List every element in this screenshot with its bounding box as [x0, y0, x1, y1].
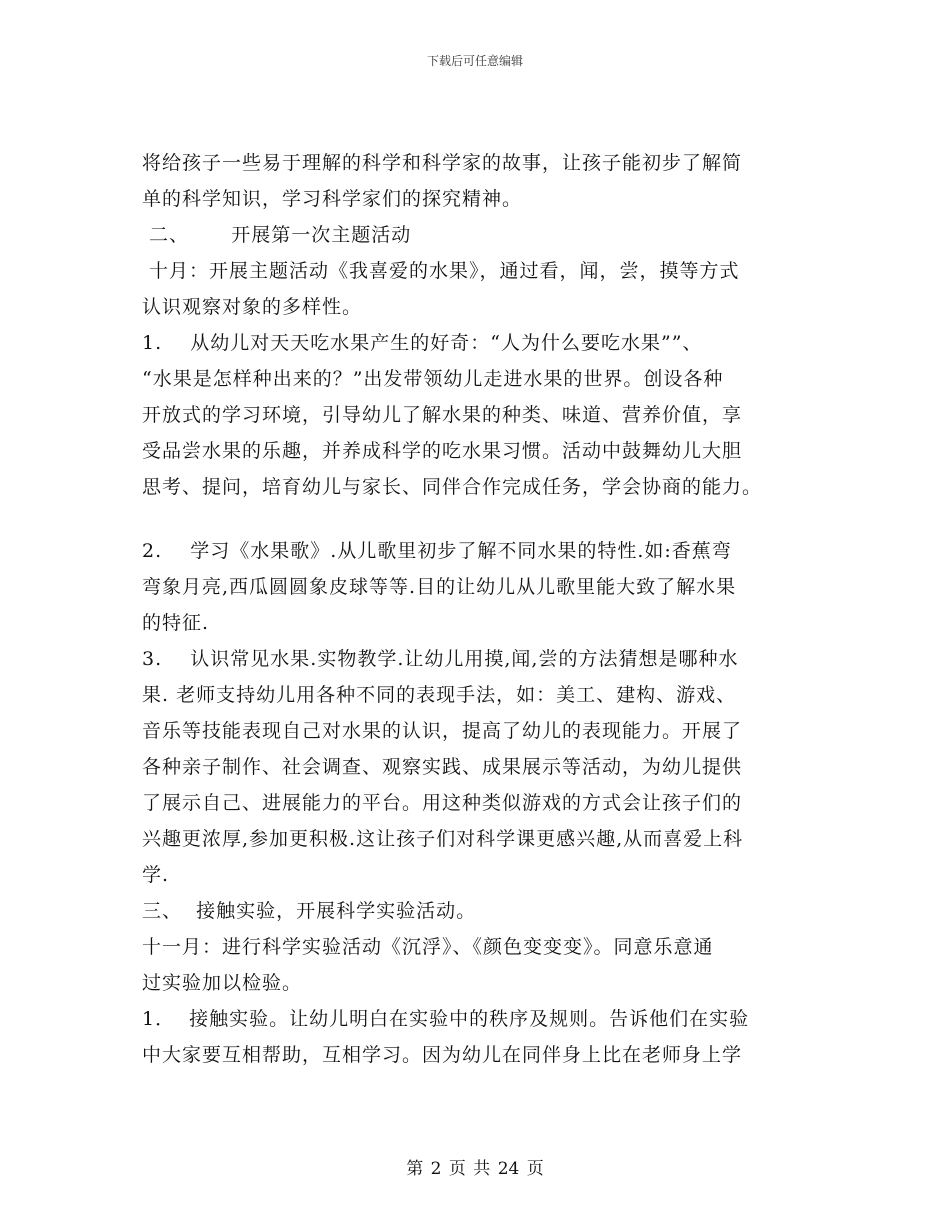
text-line: 弯象月亮,西瓜圆圆象皮球等等.目的让幼儿从儿歌里能大致了解水果 — [142, 576, 737, 598]
text-line: 2. 学习《水果歌》.从儿歌里初步了解不同水果的特性.如:香蕉弯 — [142, 540, 732, 562]
section-heading: 二、 开展第一次主题活动 — [142, 224, 412, 246]
text-line: 十一月：进行科学实验活动《沉浮》、《颜色变变变》。同意乐意通 — [142, 936, 714, 958]
text-line: 3. 认识常见水果.实物教学.让幼儿用摸,闻,尝的方法猜想是哪种水 — [142, 648, 739, 670]
text-line: 音乐等技能表现自己对水果的认识，提高了幼儿的表现能力。开展了 — [142, 720, 743, 742]
text-line: 将给孩子一些易于理解的科学和科学家的故事，让孩子能初步了解简 — [142, 152, 743, 174]
text-line: 1． 接触实验。让幼儿明白在实验中的秩序及规则。告诉他们在实验 — [142, 1008, 750, 1030]
text-line: 各种亲子制作、社会调查、观察实践、成果展示等活动，为幼儿提供 — [142, 756, 743, 778]
page-header: 下载后可任意编辑 — [426, 54, 523, 68]
page-footer: 第 2 页 共 24 页 — [406, 1159, 544, 1179]
text-line: 认识观察对象的多样性。 — [142, 296, 363, 318]
text-line: 的特征. — [142, 612, 210, 634]
section-heading: 三、 接触实验，开展科学实验活动。 — [142, 900, 477, 922]
paragraph-gap — [142, 505, 810, 533]
text-line: 开放式的学习环境，引导幼儿了解水果的种类、味道、营养价值，享 — [142, 404, 743, 426]
text-line: 了展示自己、进展能力的平台。用这种类似游戏的方式会让孩子们的 — [142, 792, 743, 814]
text-line: 中大家要互相帮助，互相学习。因为幼儿在同伴身上比在老师身上学 — [142, 1044, 743, 1066]
text-line: “水果是怎样种出来的？”出发带领幼儿走进水果的世界。创设各种 — [142, 368, 724, 390]
text-line: 受品尝水果的乐趣，并养成科学的吃水果习惯。活动中鼓舞幼儿大胆 — [142, 440, 743, 462]
text-line: 十月：开展主题活动《我喜爱的水果》，通过看，闻，尝，摸等方式 — [142, 260, 740, 282]
text-line: 单的科学知识，学习科学家们的探究精神。 — [142, 188, 523, 210]
text-line: 1. 从幼儿对天天吃水果产生的好奇：“人为什么要吃水果””、 — [142, 332, 703, 354]
text-line: 学. — [142, 864, 170, 886]
text-line: 兴趣更浓厚,参加更积极.这让孩子们对科学课更感兴趣,从而喜爱上科 — [142, 828, 744, 850]
text-line: 思考、提问，培育幼儿与家长、同伴合作完成任务，学会协商的能力。 — [142, 476, 763, 498]
text-line: 过实验加以检验。 — [142, 972, 303, 994]
text-line: 果. 老师支持幼儿用各种不同的表现手法，如：美工、建构、游戏、 — [142, 684, 737, 706]
document-body — [142, 145, 810, 1073]
